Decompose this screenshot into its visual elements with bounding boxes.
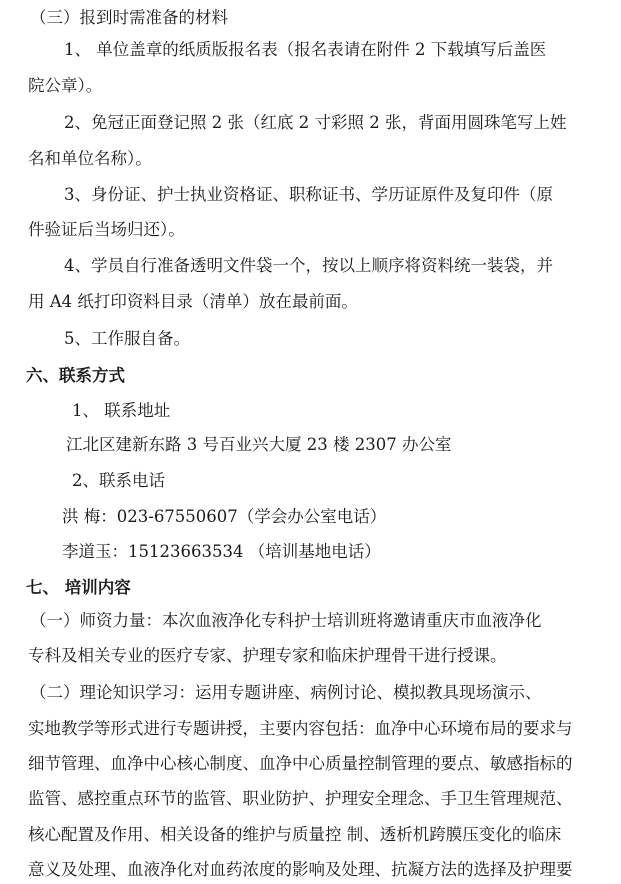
materials-item-1-line-1: 1、 单位盖章的纸质版报名表（报名表请在附件 2 下载填写后盖医 (64, 40, 547, 59)
training-theory-line-4: 监管、感控重点环节的监管、职业防护、护理安全理念、手卫生管理规范、 (28, 789, 573, 808)
materials-item-3-line-1: 3、身份证、护士执业资格证、职称证书、学历证原件及复印件（原 (64, 185, 553, 204)
training-theory-line-3: 细节管理、血净中心核心制度、血净中心质量控制管理的要点、敏感指标的 (28, 754, 573, 773)
materials-item-1-line-2: 院公章）。 (28, 76, 103, 95)
materials-item-2-line-1: 2、免冠正面登记照 2 张（红底 2 寸彩照 2 张，背面用圆珠笔写上姓 (64, 113, 567, 132)
training-faculty-line-1: （一）师资力量：本次血液净化专科护士培训班将邀请重庆市血液净化 (30, 611, 542, 630)
training-theory-line-5: 核心配置及作用、相关设备的维护与质量控 制、透析机跨膜压变化的临床 (28, 825, 562, 844)
training-theory-line-1: （二）理论知识学习：运用专题讲座、病例讨论、模拟教具现场演示、 (30, 683, 542, 702)
contact-address-value: 江北区建新东路 3 号百业兴大厦 23 楼 2307 办公室 (66, 435, 452, 454)
contact-heading: 六、联系方式 (26, 366, 125, 385)
materials-item-2-line-2: 名和单位名称）。 (28, 149, 152, 168)
materials-item-4-line-2: 用 A4 纸打印资料目录（清单）放在最前面。 (28, 292, 358, 311)
materials-heading: （三）报到时需准备的材料 (30, 8, 228, 27)
contact-phone-2: 李道玉：15123663534 （培训基地电话） (62, 542, 381, 561)
materials-item-3-line-2: 件验证后当场归还）。 (28, 220, 185, 239)
materials-item-5: 5、工作服自备。 (64, 329, 190, 348)
contact-phone-1: 洪 梅：023-67550607（学会办公室电话） (62, 507, 387, 526)
materials-item-4-line-1: 4、学员自行准备透明文件袋一个，按以上顺序将资料统一装袋，并 (64, 256, 553, 275)
contact-address-label: 1、 联系地址 (72, 401, 171, 420)
training-theory-line-2: 实地教学等形式进行专题讲授，主要内容包括：血净中心环境布局的要求与 (28, 719, 573, 738)
training-faculty-line-2: 专科及相关专业的医疗专家、护理专家和临床护理骨干进行授课。 (28, 646, 507, 665)
contact-phone-label: 2、联系电话 (72, 471, 165, 490)
training-heading: 七、 培训内容 (26, 578, 131, 597)
training-theory-line-6: 意义及处理、血液净化对血药浓度的影响及处理、抗凝方法的选择及护理要 (28, 860, 573, 879)
